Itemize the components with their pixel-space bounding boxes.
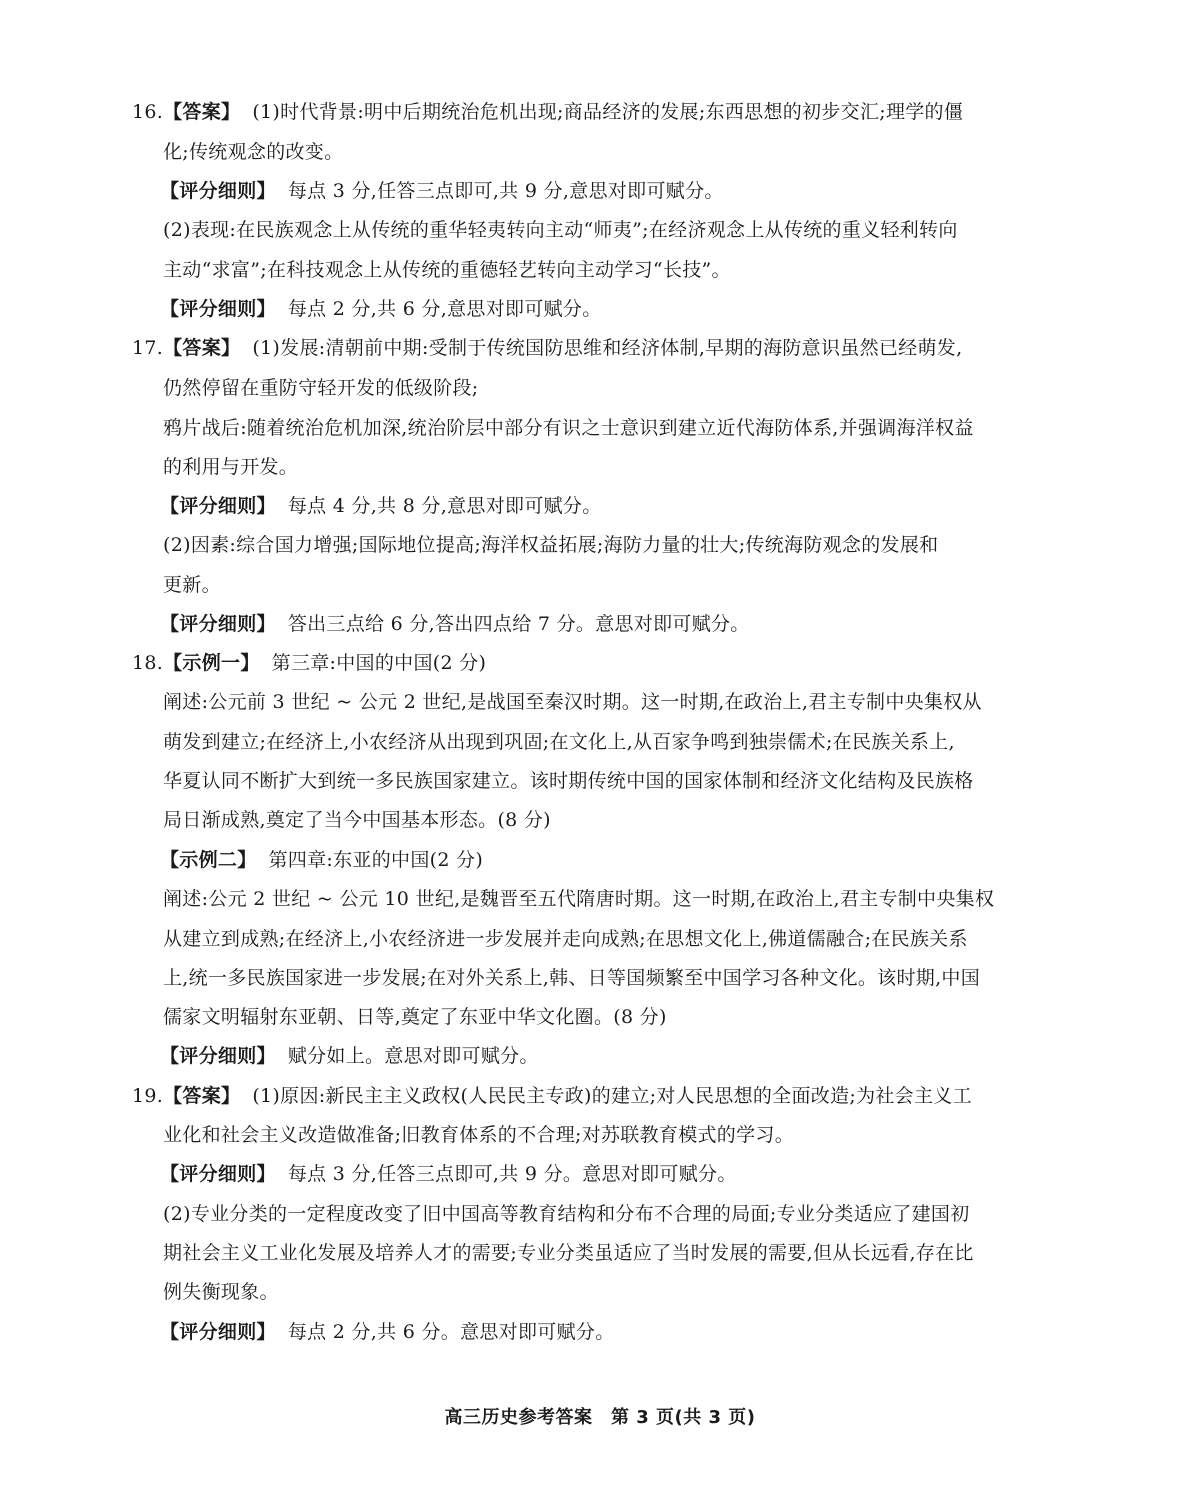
q17-line-2: 仍然停留在重防守轻开发的低级阶段; (163, 377, 479, 399)
q17-line-6: 更新。 (163, 574, 221, 596)
q18-example1-title: 第三章:中国的中国(2 分) (271, 652, 487, 674)
q19-line-1 (132, 1081, 972, 1111)
q17-part1-text: (1)发展:清朝前中期:受制于传统国防思维和经济体制,早期的海防意识虽然已经萌发, (252, 337, 963, 359)
q18-example2-title: 第四章:东亚的中国(2 分) (268, 849, 484, 871)
q18-score (160, 1041, 539, 1071)
q18-line-7: 从建立到成熟;在经济上,小农经济进一步发展并走向成熟;在思想文化上,佛道儒融合;在民族关系 (163, 928, 968, 950)
q17-answer-tag: 【答案】 (163, 337, 241, 359)
q19-score2-tag: 【评分细则】 (160, 1321, 276, 1343)
q19-score-2 (160, 1317, 615, 1347)
q19-line-2: 业化和社会主义改造做准备;旧教育体系的不合理;对苏联教育模式的学习。 (163, 1124, 795, 1146)
q16-line-2: 化;传统观念的改变。 (163, 141, 344, 163)
q18-line-8: 上,统一多民族国家进一步发展;在对外关系上,韩、日等国频繁至中国学习各种文化。该时期,中国 (163, 967, 981, 989)
q19-number: 19. (132, 1085, 164, 1107)
q19-answer-tag: 【答案】 (163, 1085, 241, 1107)
q17-score-1 (160, 491, 602, 521)
q19-score1-tag: 【评分细则】 (160, 1163, 276, 1185)
q17-line-3: 鸦片战后:随着统治危机加深,统治阶层中部分有识之士意识到建立近代海防体系,并强调海洋权益 (163, 417, 974, 439)
q18-line-5: 局日渐成熟,奠定了当今中国基本形态。(8 分) (163, 809, 551, 831)
q17-score-2 (160, 609, 750, 639)
q19-score-1 (160, 1159, 737, 1189)
q18-number: 18. (132, 652, 164, 674)
q19-line-4: 期社会主义工业化发展及培养人才的需要;专业分类虽适应了当时发展的需要,但从长远看,存在比 (163, 1242, 974, 1264)
q19-line-3: (2)专业分类的一定程度改变了旧中国高等教育结构和分布不合理的局面;专业分类适应了建国初 (163, 1203, 970, 1225)
q18-example1-tag: 【示例一】 (163, 652, 260, 674)
q16-score2-text: 每点 2 分,共 6 分,意思对即可赋分。 (287, 298, 602, 320)
q18-example2-tag: 【示例二】 (160, 849, 257, 871)
q16-line-4: 主动“求富”;在科技观念上从传统的重德轻艺转向主动学习“长技”。 (163, 259, 731, 281)
q16-line-3: (2)表现:在民族观念上从传统的重华轻夷转向主动“师夷”;在经济观念上从传统的重义轻利转向 (163, 219, 958, 241)
q17-line-4: 的利用与开发。 (163, 456, 299, 478)
q17-score2-tag: 【评分细则】 (160, 613, 276, 635)
q18-score-tag: 【评分细则】 (160, 1045, 276, 1067)
q16-part1-text: (1)时代背景:明中后期统治危机出现;商品经济的发展;东西思想的初步交汇;理学的僵 (252, 101, 964, 123)
q19-part1-text: (1)原因:新民主主义政权(人民民主专政)的建立;对人民思想的全面改造;为社会主义工 (252, 1085, 972, 1107)
q17-score1-tag: 【评分细则】 (160, 495, 276, 517)
q18-line-6: 阐述:公元 2 世纪 ~ 公元 10 世纪,是魏晋至五代隋唐时期。这一时期,在政治上,君主专制中央集权 (163, 888, 995, 910)
q18-line-3: 萌发到建立;在经济上,小农经济从出现到巩固;在文化上,从百家争鸣到独崇儒术;在民族关系上, (163, 731, 955, 753)
q17-number: 17. (132, 337, 164, 359)
q19-score1-text: 每点 3 分,任答三点即可,共 9 分。意思对即可赋分。 (287, 1163, 737, 1185)
q18-line-4: 华夏认同不断扩大到统一多民族国家建立。该时期传统中国的国家体制和经济文化结构及民族格 (163, 770, 974, 792)
q17-score2-text: 答出三点给 6 分,答出四点给 7 分。意思对即可赋分。 (287, 613, 750, 635)
q16-line-1 (132, 97, 963, 127)
q17-score1-text: 每点 4 分,共 8 分,意思对即可赋分。 (287, 495, 602, 517)
q19-score2-text: 每点 2 分,共 6 分。意思对即可赋分。 (287, 1321, 615, 1343)
q17-line-5: (2)因素:综合国力增强;国际地位提高;海洋权益拓展;海防力量的壮大;传统海防观念的发展和 (163, 534, 939, 556)
q16-answer-tag: 【答案】 (163, 101, 241, 123)
q16-score1-text: 每点 3 分,任答三点即可,共 9 分,意思对即可赋分。 (287, 180, 724, 202)
q18-line-2: 阐述:公元前 3 世纪 ~ 公元 2 世纪,是战国至秦汉时期。这一时期,在政治上,君主专制中央集权从 (163, 691, 982, 713)
q18-line-1 (132, 648, 486, 678)
q16-number: 16. (132, 101, 164, 123)
q16-score-2 (160, 294, 602, 324)
q16-score2-tag: 【评分细则】 (160, 298, 276, 320)
q17-line-1 (132, 333, 962, 363)
q18-score-text: 赋分如上。意思对即可赋分。 (287, 1045, 539, 1067)
q19-line-5: 例失衡现象。 (163, 1281, 279, 1303)
q18-line-9: 儒家文明辐射东亚朝、日等,奠定了东亚中华文化圈。(8 分) (163, 1006, 667, 1028)
q18-example2-heading (160, 845, 483, 875)
q16-score1-tag: 【评分细则】 (160, 180, 276, 202)
q16-score-1 (160, 176, 724, 206)
page-footer: 高三历史参考答案 第 3 页(共 3 页) (444, 1407, 756, 1428)
